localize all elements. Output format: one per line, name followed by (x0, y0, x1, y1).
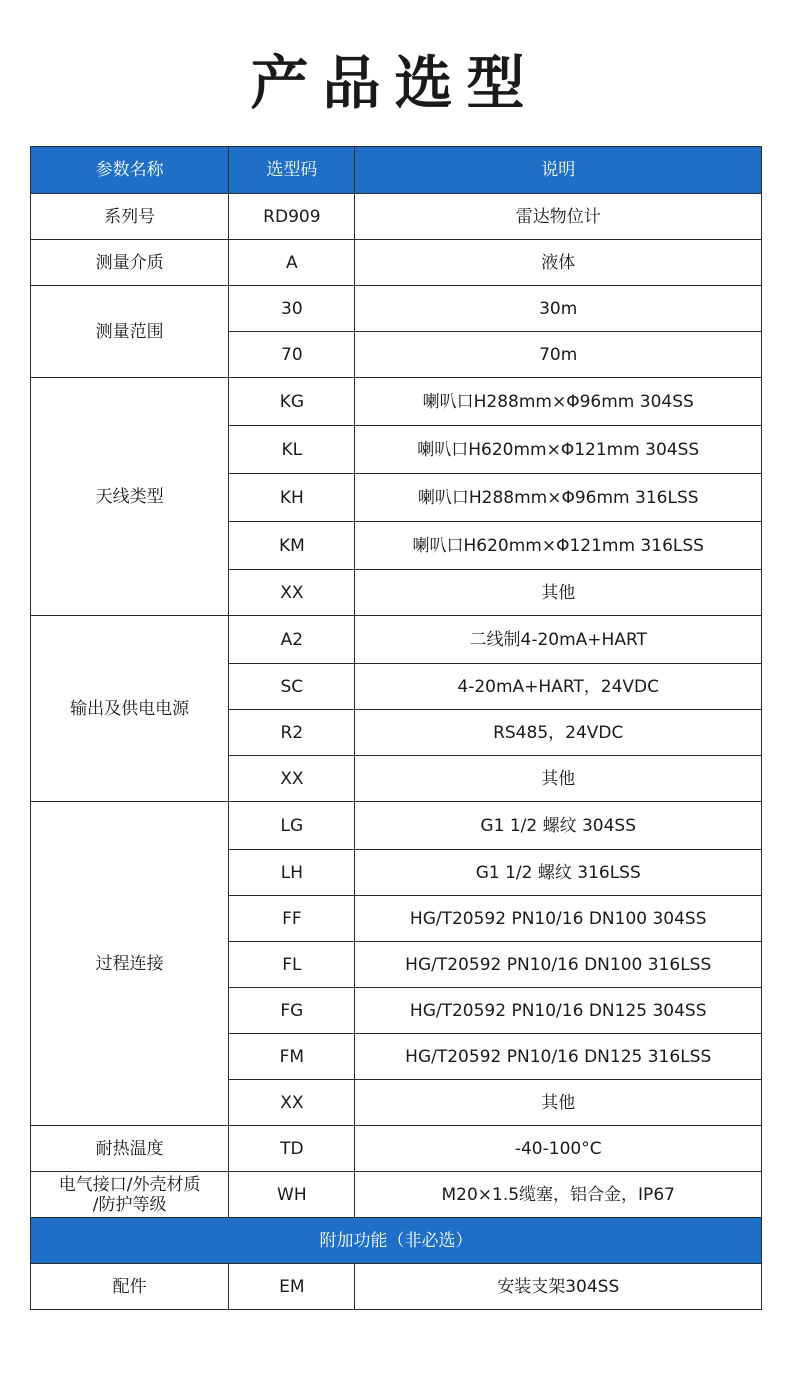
param-housing (31, 1172, 229, 1218)
code-cell: XX (229, 570, 355, 616)
param-antenna: 天线类型 (31, 378, 229, 616)
header-code: 选型码 (229, 147, 355, 194)
desc-cell: HG/T20592 PN10/16 DN100 316LSS (355, 942, 762, 988)
code-cell: LG (229, 802, 355, 850)
desc-cell: 喇叭口H288mm×Φ96mm 304SS (355, 378, 762, 426)
table-row (31, 194, 762, 240)
desc-cell: 喇叭口H288mm×Φ96mm 316LSS (355, 474, 762, 522)
table-header-row (31, 147, 762, 194)
code-cell: A (229, 240, 355, 286)
desc-cell: HG/T20592 PN10/16 DN125 316LSS (355, 1034, 762, 1080)
param-temperature: 耐热温度 (31, 1126, 229, 1172)
header-param-name: 参数名称 (31, 147, 229, 194)
desc-cell: 其他 (355, 1080, 762, 1126)
code-cell: SC (229, 664, 355, 710)
code-cell: FL (229, 942, 355, 988)
desc-cell: 二线制4-20mA+HART (355, 616, 762, 664)
code-cell: LH (229, 850, 355, 896)
code-cell: 70 (229, 332, 355, 378)
param-series: 系列号 (31, 194, 229, 240)
desc-cell: 喇叭口H620mm×Φ121mm 316LSS (355, 522, 762, 570)
desc-cell: HG/T20592 PN10/16 DN100 304SS (355, 896, 762, 942)
desc-cell: 安装支架304SS (355, 1264, 762, 1310)
param-range: 测量范围 (31, 286, 229, 378)
desc-cell: 其他 (355, 756, 762, 802)
desc-cell: HG/T20592 PN10/16 DN125 304SS (355, 988, 762, 1034)
code-cell: FF (229, 896, 355, 942)
table-row (31, 378, 762, 426)
code-cell: EM (229, 1264, 355, 1310)
code-cell: WH (229, 1172, 355, 1218)
table-row (31, 1172, 762, 1218)
desc-cell: 喇叭口H620mm×Φ121mm 304SS (355, 426, 762, 474)
code-cell: A2 (229, 616, 355, 664)
param-housing-line1: 电气接口/外壳材质 (58, 1174, 201, 1195)
code-cell: XX (229, 1080, 355, 1126)
desc-cell: M20×1.5缆塞，铝合金，IP67 (355, 1172, 762, 1218)
param-accessory: 配件 (31, 1264, 229, 1310)
optional-section-title: 附加功能（非必选） (31, 1218, 762, 1264)
code-cell: TD (229, 1126, 355, 1172)
desc-cell: 4-20mA+HART，24VDC (355, 664, 762, 710)
param-process-connection: 过程连接 (31, 802, 229, 1126)
desc-cell: G1 1/2 螺纹 316LSS (355, 850, 762, 896)
desc-cell: -40-100°C (355, 1126, 762, 1172)
desc-cell: 液体 (355, 240, 762, 286)
desc-cell: 其他 (355, 570, 762, 616)
optional-section-row (31, 1218, 762, 1264)
desc-cell: 70m (355, 332, 762, 378)
desc-cell: 30m (355, 286, 762, 332)
code-cell: RD909 (229, 194, 355, 240)
code-cell: KL (229, 426, 355, 474)
code-cell: FG (229, 988, 355, 1034)
table-row (31, 240, 762, 286)
param-housing-line2: /防护等级 (92, 1194, 167, 1215)
table-row (31, 1264, 762, 1310)
code-cell: FM (229, 1034, 355, 1080)
code-cell: KH (229, 474, 355, 522)
code-cell: XX (229, 756, 355, 802)
code-cell: R2 (229, 710, 355, 756)
desc-cell: RS485，24VDC (355, 710, 762, 756)
header-description: 说明 (355, 147, 762, 194)
table-row (31, 286, 762, 332)
code-cell: KG (229, 378, 355, 426)
param-output: 输出及供电电源 (31, 616, 229, 802)
table-row (31, 616, 762, 664)
param-medium: 测量介质 (31, 240, 229, 286)
code-cell: 30 (229, 286, 355, 332)
page-title: 产品选型 (250, 49, 539, 117)
code-cell: KM (229, 522, 355, 570)
desc-cell: G1 1/2 螺纹 304SS (355, 802, 762, 850)
table-row (31, 1126, 762, 1172)
desc-cell: 雷达物位计 (355, 194, 762, 240)
table-row (31, 802, 762, 850)
selection-table (30, 146, 762, 1310)
